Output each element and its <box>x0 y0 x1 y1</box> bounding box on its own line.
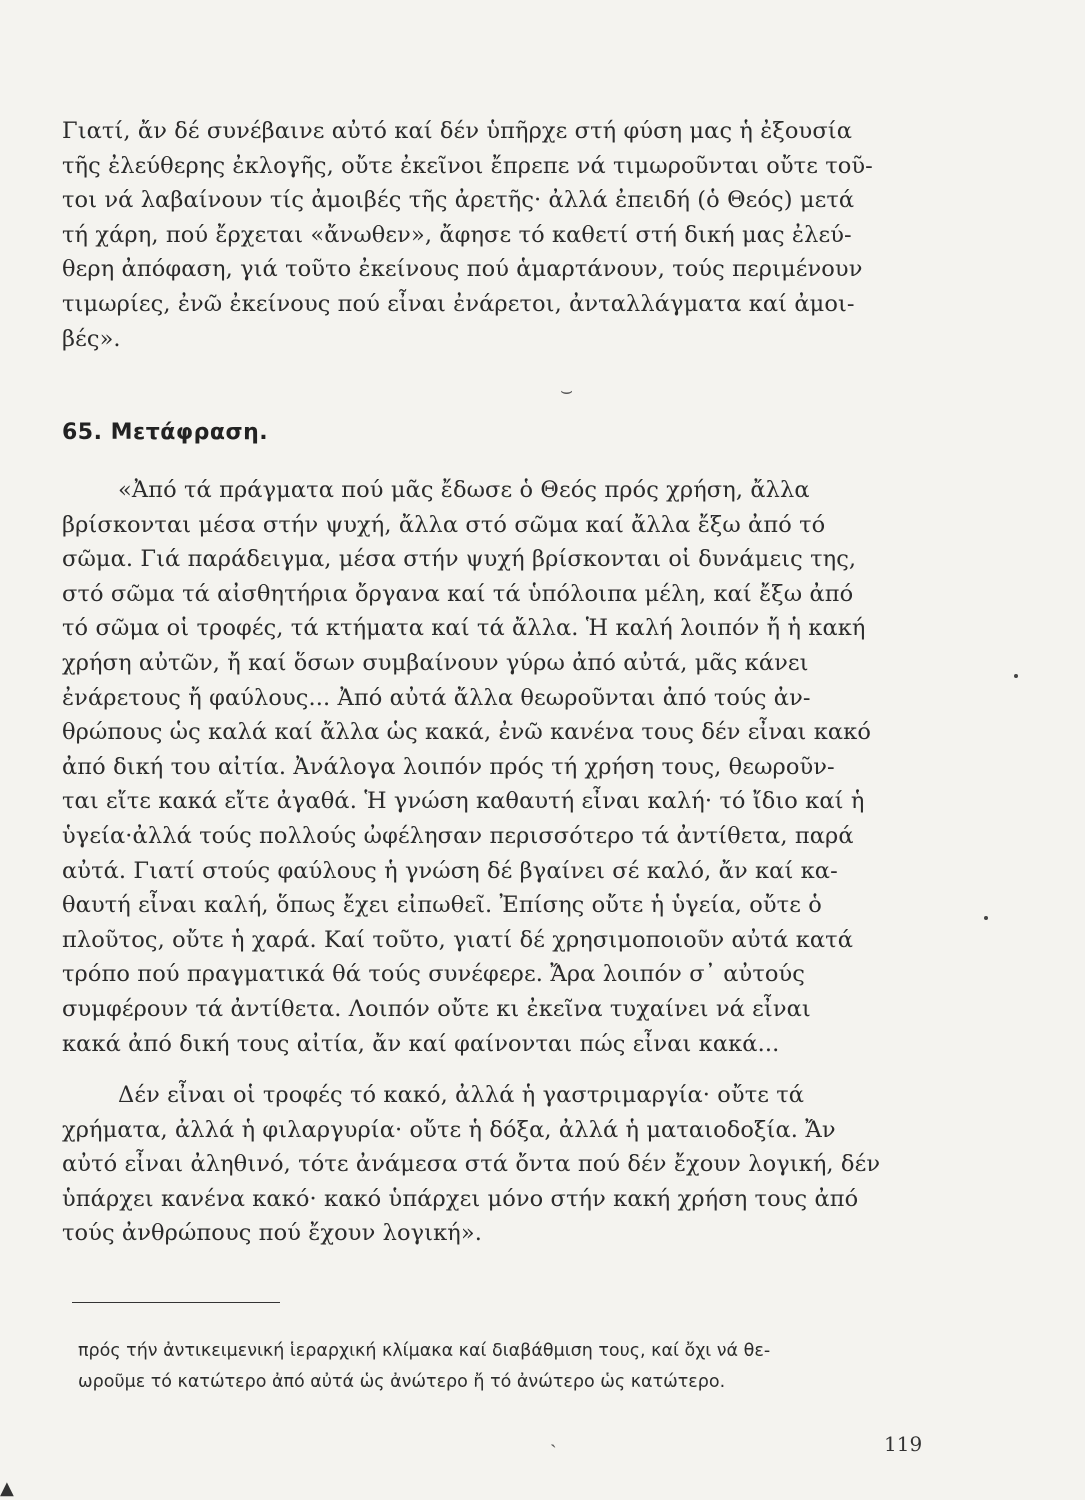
paragraph-1 <box>62 114 924 356</box>
text-line: πλοῦτος, οὔτε ἡ χαρά. Καί τοῦτο, γιατί δέ χρησιμοποιοῦν αὐτά κατά <box>62 926 853 953</box>
text-line: βρίσκονται μέσα στήν ψυχή, ἄλλα στό σῶμα καί ἄλλα ἔξω ἀπό τό <box>62 511 826 538</box>
speck-dot <box>984 916 988 920</box>
section-heading: 65. Μετάφραση. <box>62 420 269 445</box>
footnote <box>78 1336 928 1398</box>
footnote-line: ωροῦμε τό κατώτερο ἀπό αὐτά ὡς ἀνώτερο ἤ τό ἀνώτερο ὡς κατώτερο. <box>78 1372 726 1392</box>
text-line: θερη ἀπόφαση, γιά τοῦτο ἐκείνους πού ἁμαρτάνουν, τούς περιμένουν <box>62 256 863 283</box>
page-number: 119 <box>884 1432 923 1456</box>
text-line: κακά ἀπό δική τους αἰτία, ἄν καί φαίνονται πώς εἶναι κακά... <box>62 1030 780 1057</box>
corner-mark: ▲ <box>0 1478 14 1499</box>
text-line: «Ἀπό τά πράγματα πού μᾶς ἔδωσε ὁ Θεός πρός χρήση, ἄλλα <box>118 477 810 503</box>
paragraph-2 <box>62 473 924 1061</box>
text-line: τή χάρη, πού ἔρχεται «ἄνωθεν», ἄφησε τό καθετί στή δική μας ἐλεύ- <box>62 221 852 248</box>
text-line: ἐνάρετους ἤ φαύλους... Ἀπό αὐτά ἄλλα θεωροῦνται ἀπό τούς ἀν- <box>62 684 811 711</box>
footnote-divider <box>72 1302 280 1303</box>
text-line: Δέν εἶναι οἱ τροφές τό κακό, ἀλλά ἡ γαστριμαργία· οὔτε τά <box>118 1082 805 1108</box>
text-line: ὑπάρχει κανένα κακό· κακό ὑπάρχει μόνο στήν κακή χρήση τους ἀπό <box>62 1185 859 1212</box>
text-line: αὐτά. Γιατί στούς φαύλους ἡ γνώση δέ βγαίνει σέ καλό, ἄν καί κα- <box>62 857 838 884</box>
text-line: θαυτή εἶναι καλή, ὅπως ἔχει εἰπωθεῖ. Ἐπίσης οὔτε ἡ ὑγεία, οὔτε ὁ <box>62 892 822 919</box>
text-line: τῆς ἐλεύθερης ἐκλογῆς, οὔτε ἐκεῖνοι ἔπρεπε νά τιμωροῦνται οὔτε τοῦ- <box>62 152 873 179</box>
text-line: τοι νά λαβαίνουν τίς ἀμοιβές τῆς ἀρετῆς· ἀλλά ἐπειδή (ὁ Θεός) μετά <box>62 187 855 214</box>
text-line: αὐτό εἶναι ἀληθινό, τότε ἀνάμεσα στά ὄντα πού δέν ἔχουν λογική, δέν <box>62 1151 881 1178</box>
paragraph-3 <box>62 1078 924 1251</box>
text-line: τιμωρίες, ἐνῶ ἐκείνους πού εἶναι ἐνάρετοι, ἀνταλλάγματα καί ἀμοι- <box>62 290 855 317</box>
text-line: σῶμα. Γιά παράδειγμα, μέσα στήν ψυχή βρίσκονται οἱ δυνάμεις της, <box>62 546 857 573</box>
stray-mark: ˎ <box>550 1424 557 1448</box>
speck-dot <box>1014 674 1018 678</box>
text-line: συμφέρουν τά ἀντίθετα. Λοιπόν οὔτε κι ἐκεῖνα τυχαίνει νά εἶναι <box>62 995 811 1022</box>
footnote-line: πρός τήν ἀντικειμενική ἱεραρχική κλίμακα καί διαβάθμιση τους, καί ὄχι νά θε- <box>78 1341 771 1361</box>
text-line: θρώπους ὡς καλά καί ἄλλα ὡς κακά, ἐνῶ κανένα τους δέν εἶναι κακό <box>62 719 871 746</box>
text-line: τό σῶμα οἱ τροφές, τά κτήματα καί τά ἄλλα. Ἡ καλή λοιπόν ἤ ἡ κακή <box>62 615 866 642</box>
text-line: ἀπό δική του αἰτία. Ἀνάλογα λοιπόν πρός τή χρήση τους, θεωροῦν- <box>62 753 835 780</box>
text-line: βές». <box>62 325 121 352</box>
text-line: ὑγεία·ἀλλά τούς πολλούς ὠφέλησαν περισσότερο τά ἀντίθετα, παρά <box>62 822 854 849</box>
ornament-mark: ⌣ <box>560 378 574 402</box>
text-line: τρόπο πού πραγματικά θά τούς συνέφερε. Ἄρα λοιπόν σ᾽ αὐτούς <box>62 961 805 988</box>
text-line: τούς ἀνθρώπους πού ἔχουν λογική». <box>62 1220 482 1247</box>
text-line: ται εἴτε κακά εἴτε ἀγαθά. Ἡ γνώση καθαυτή εἶναι καλή· τό ἴδιο καί ἡ <box>62 788 865 815</box>
text-line: Γιατί, ἄν δέ συνέβαινε αὐτό καί δέν ὑπῆρχε στή φύση μας ἡ ἐξουσία <box>62 118 852 144</box>
text-line: στό σῶμα τά αἰσθητήρια ὄργανα καί τά ὑπόλοιπα μέλη, καί ἔξω ἀπό <box>62 580 854 607</box>
text-line: χρήματα, ἀλλά ἡ φιλαργυρία· οὔτε ἡ δόξα, ἀλλά ἡ ματαιοδοξία. Ἄν <box>62 1116 836 1143</box>
text-line: χρήση αὐτῶν, ἤ καί ὅσων συμβαίνουν γύρω ἀπό αὐτά, μᾶς κάνει <box>62 649 809 676</box>
